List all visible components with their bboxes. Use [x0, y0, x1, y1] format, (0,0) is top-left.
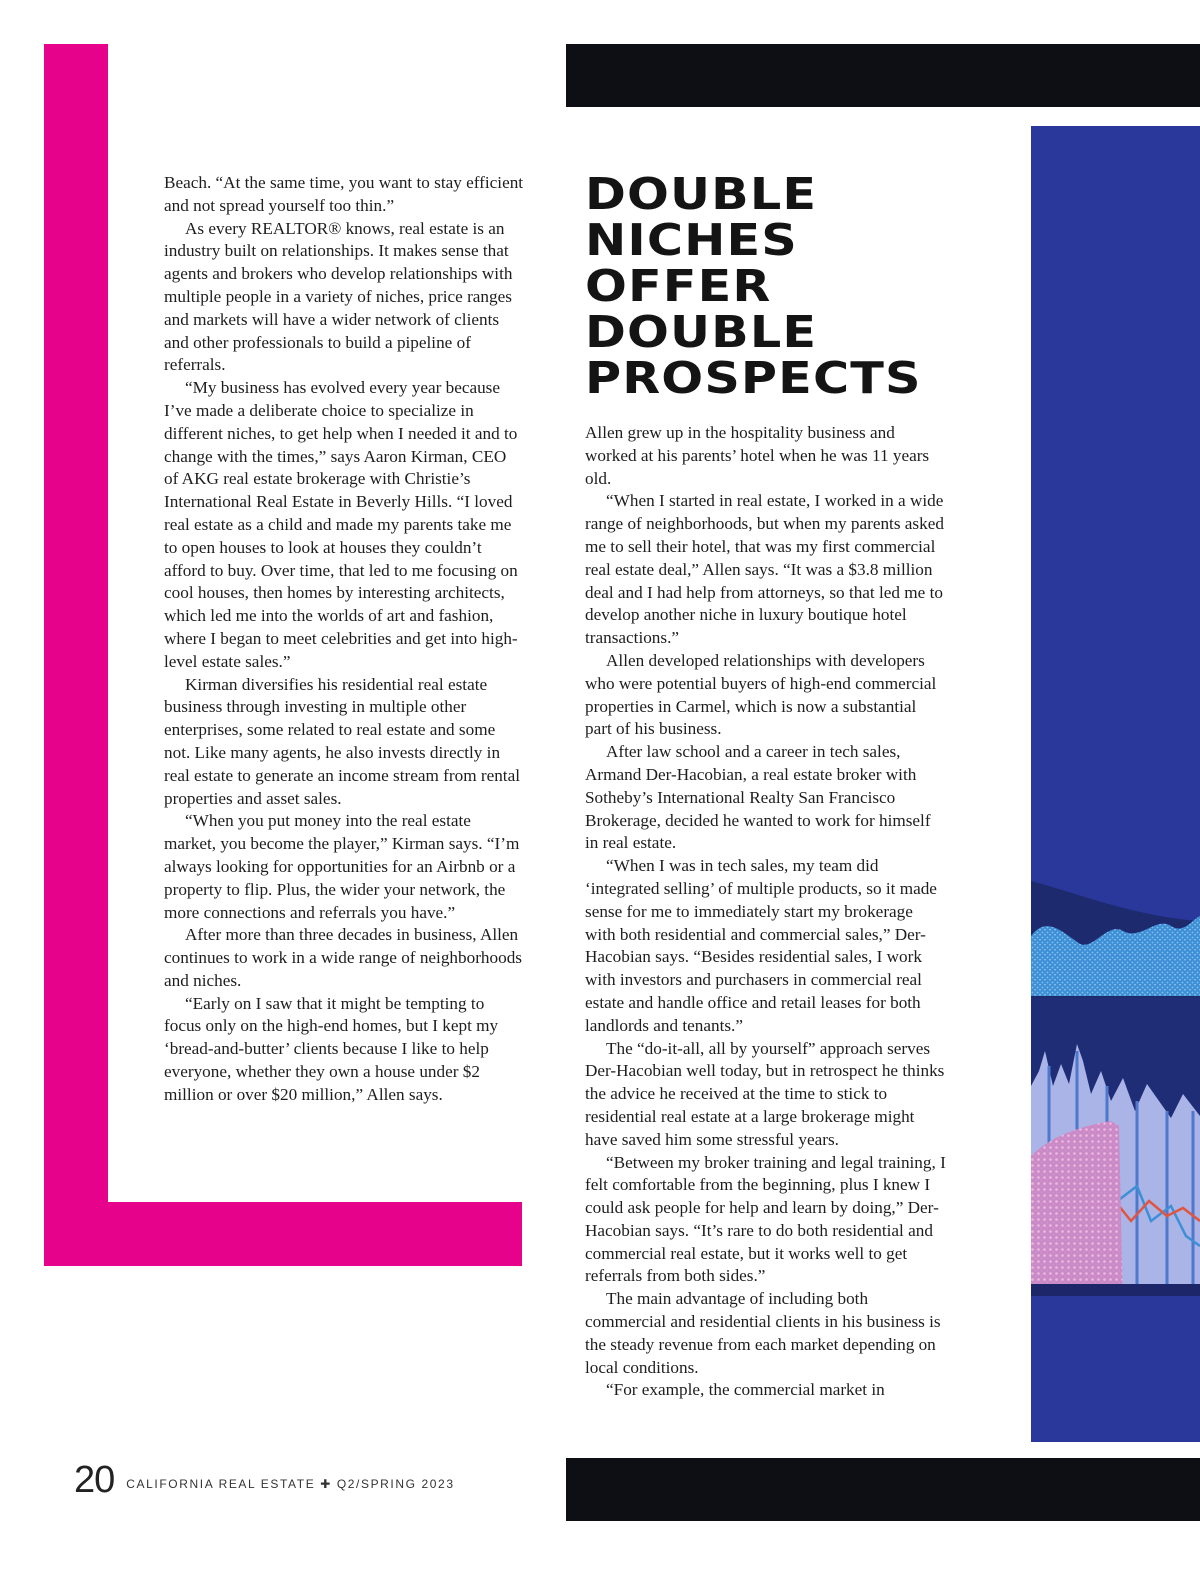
- paragraph: Allen developed relationships with developers who were potential buyers of high-end commercial properties in Carmel, which is now a substantial part of his business.: [585, 650, 937, 739]
- paragraph: “When I started in real estate, I worked in a wide range of neighborhoods, but when my parents asked me to sell their hotel, that was my first commercial real estate deal,” Allen says. “It was a $3.8 million deal and I had help from attorneys, so that led me to develop another niche in luxury boutique hotel transactions.”: [585, 491, 944, 648]
- left-article-column: [164, 172, 524, 1107]
- headline-line: DOUBLE: [585, 307, 818, 358]
- headline-line: OFFER: [585, 261, 772, 312]
- paragraph: The “do-it-all, all by yourself” approach serves Der-Hacobian well today, but in retrospect he thinks the advice he received at the time to stick to residential real estate at a large brokerage might have saved him some stressful years.: [585, 1038, 945, 1149]
- navy-bottom: [1031, 1286, 1200, 1442]
- abstract-illustration: [1031, 126, 1200, 1442]
- paragraph: Allen grew up in the hospitality business and worked at his parents’ hotel when he was 11 years old.: [585, 423, 930, 488]
- paragraph: “Between my broker training and legal training, I felt comfortable from the beginning, plus I knew I could ask people for help and learn by doing,” Der-Hacobian says. “It’s rare to do both residential and commercial real estate, but it works well to get referrals from both sides.”: [585, 1152, 946, 1286]
- pink-l-frame-vertical: [44, 44, 108, 1266]
- right-article-column: [585, 422, 947, 1402]
- publication-issue: CALIFORNIA REAL ESTATE ✚ Q2/SPRING 2023: [126, 1477, 455, 1491]
- section-headline: [585, 169, 1055, 404]
- page-footer: [74, 1458, 455, 1502]
- paragraph: “For example, the commercial market in: [606, 1380, 885, 1400]
- paragraph: The main advantage of including both commercial and residential clients in his business is the steady revenue from each market depending on local conditions.: [585, 1289, 941, 1377]
- paragraph: After more than three decades in business, Allen continues to work in a wide range of neighborhoods and niches.: [164, 925, 522, 990]
- paragraph: Beach. “At the same time, you want to stay efficient and not spread yourself too thin.”: [164, 173, 524, 215]
- bottom-black-bar: [566, 1458, 1200, 1521]
- paragraph: “When you put money into the real estate market, you become the player,” Kirman says. “I’m always looking for opportunities for an Airbnb or a property to flip. Plus, the wider your network, the more connections and referrals you have.”: [164, 811, 520, 922]
- paragraph: After law school and a career in tech sales, Armand Der-Hacobian, a real estate broker with Sotheby’s International Realty San Francisco Brokerage, decided he wanted to work for himself in real estate.: [585, 742, 931, 853]
- pink-l-frame-horizontal: [44, 1202, 522, 1266]
- headline-line: DOUBLE: [585, 169, 818, 220]
- headline-line: PROSPECTS: [585, 353, 922, 404]
- top-black-bar: [566, 44, 1200, 107]
- deep-navy-strip: [1031, 1284, 1200, 1296]
- headline-line: NICHES: [585, 215, 798, 266]
- paragraph: “Early on I saw that it might be tempting to focus only on the high-end homes, but I kept my ‘bread-and-butter’ clients because I like to help everyone, whether they own a house under $2 million or over $20 million,” Allen says.: [164, 993, 499, 1104]
- pink-dots-overlay: [1031, 1121, 1123, 1306]
- paragraph: As every REALTOR® knows, real estate is an industry built on relationships. It makes sense that agents and brokers who develop relationships with multiple people in a variety of niches, price ranges and markets will have a wider network of clients and other professionals to build a pipeline of referrals.: [164, 218, 513, 375]
- paragraph: “My business has evolved every year because I’ve made a deliberate choice to specialize in different niches, to get help when I needed it and to change with the times,” says Aaron Kirman, CEO of AKG real estate brokerage with Christie’s International Real Estate in Beverly Hills. “I loved real estate as a child and made my parents take me to open houses to look at houses they couldn’t afford to buy. Over time, that led to me focusing on cool houses, then homes by interesting architects, which led me into the worlds of art and fashion, where I began to meet celebrities and get into high-level estate sales.”: [164, 378, 518, 671]
- paragraph: Kirman diversifies his residential real estate business through investing in multiple other enterprises, some related to real estate and some not. Like many agents, he also invests directly in real estate to generate an income stream from rental properties and asset sales.: [164, 674, 520, 808]
- paragraph: “When I was in tech sales, my team did ‘integrated selling’ of multiple products, so it made sense for me to immediately start my brokerage with both residential and commercial sales,” Der-Hacobian says. “Besides residential sales, I work with investors and purchasers in commercial real estate and handle office and retail leases for both landlords and tenants.”: [585, 856, 937, 1035]
- page-number: 20: [74, 1458, 115, 1501]
